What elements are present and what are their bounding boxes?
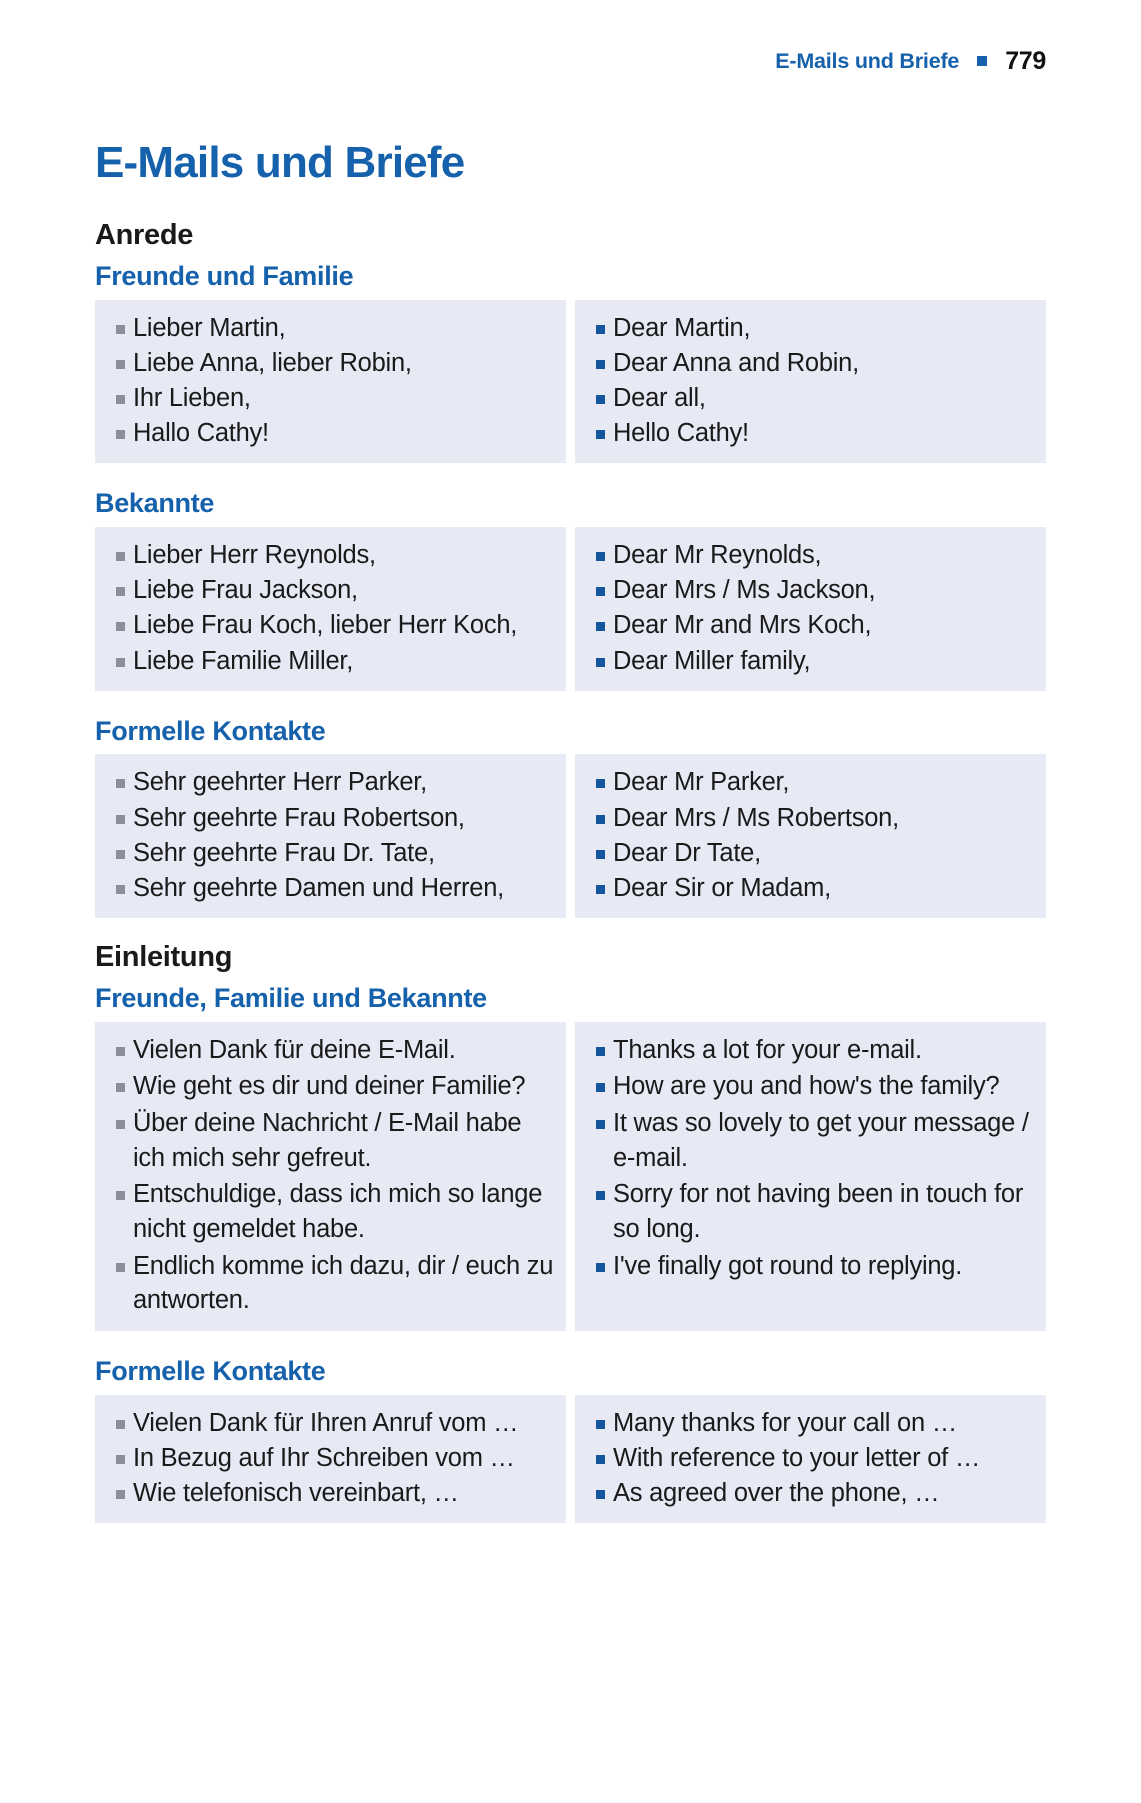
list-item: Vielen Dank für deine E-Mail. <box>105 1033 556 1068</box>
list-item: Dear Mr Parker, <box>585 765 1036 799</box>
list-item: It was so lovely to get your message / e-mail. <box>585 1106 1036 1175</box>
german-phrase-list <box>95 754 566 918</box>
phrase-list <box>105 765 556 905</box>
phrase-list <box>105 1033 556 1318</box>
list-item: Liebe Frau Koch, lieber Herr Koch, <box>105 608 556 642</box>
group-subheading: Bekannte <box>95 488 215 519</box>
section <box>95 220 1046 918</box>
phrase-table <box>95 527 1046 691</box>
english-phrase-list <box>575 527 1046 691</box>
section-heading: Einleitung <box>95 941 233 974</box>
list-item: Dear Miller family, <box>585 644 1036 678</box>
list-item: Lieber Martin, <box>105 311 556 345</box>
german-phrase-list <box>95 300 566 464</box>
phrase-table <box>95 300 1046 464</box>
phrase-list <box>585 1033 1036 1284</box>
list-item: Thanks a lot for your e-mail. <box>585 1033 1036 1068</box>
list-item: Sehr geehrte Damen und Herren, <box>105 871 556 905</box>
list-item: Dear Sir or Madam, <box>585 871 1036 905</box>
running-head <box>775 44 1046 78</box>
english-phrase-list <box>575 300 1046 464</box>
list-item: Dear all, <box>585 381 1036 415</box>
list-item: Dear Mrs / Ms Robertson, <box>585 801 1036 835</box>
phrase-group <box>95 717 1046 918</box>
phrase-list <box>105 311 556 451</box>
english-phrase-list <box>575 1395 1046 1523</box>
list-item: Endlich komme ich dazu, dir / euch zu antworten. <box>105 1249 556 1318</box>
list-item: Ihr Lieben, <box>105 381 556 415</box>
list-item: I've finally got round to replying. <box>585 1249 1036 1284</box>
phrase-table <box>95 1022 1046 1331</box>
phrase-group <box>95 984 1046 1331</box>
phrase-list <box>585 538 1036 678</box>
german-phrase-list <box>95 527 566 691</box>
page-number: 779 <box>1005 46 1046 75</box>
list-item: Sorry for not having been in touch for so long. <box>585 1177 1036 1246</box>
list-item: Vielen Dank für Ihren Anruf vom … <box>105 1406 556 1440</box>
list-item: Dear Mr Reynolds, <box>585 538 1036 572</box>
phrase-group <box>95 1357 1046 1523</box>
group-subheading: Freunde und Familie <box>95 261 354 292</box>
list-item: Many thanks for your call on … <box>585 1406 1036 1440</box>
list-item: Entschuldige, dass ich mich so lange nicht gemeldet habe. <box>105 1177 556 1246</box>
list-item: Wie geht es dir und deiner Familie? <box>105 1069 556 1104</box>
group-subheading: Formelle Kontakte <box>95 715 326 746</box>
list-item: Lieber Herr Reynolds, <box>105 538 556 572</box>
phrase-group <box>95 489 1046 690</box>
list-item: Hallo Cathy! <box>105 416 556 450</box>
list-item: Über deine Nachricht / E-Mail habe ich mich sehr gefreut. <box>105 1106 556 1175</box>
list-item: Dear Mrs / Ms Jackson, <box>585 573 1036 607</box>
list-item: How are you and how's the family? <box>585 1069 1036 1104</box>
square-bullet-icon <box>977 56 987 66</box>
phrase-table <box>95 754 1046 918</box>
phrase-list <box>585 311 1036 451</box>
english-phrase-list <box>575 754 1046 918</box>
section-heading: Anrede <box>95 219 194 252</box>
german-phrase-list <box>95 1022 566 1331</box>
german-phrase-list <box>95 1395 566 1523</box>
sections-container <box>95 220 1046 1523</box>
phrase-list <box>585 1406 1036 1510</box>
phrase-list <box>105 538 556 678</box>
english-phrase-list <box>575 1022 1046 1331</box>
list-item: With reference to your letter of … <box>585 1441 1036 1475</box>
list-item: Hello Cathy! <box>585 416 1036 450</box>
group-subheading: Formelle Kontakte <box>95 1355 326 1386</box>
list-item: In Bezug auf Ihr Schreiben vom … <box>105 1441 556 1475</box>
section <box>95 942 1046 1523</box>
list-item: As agreed over the phone, … <box>585 1476 1036 1510</box>
list-item: Sehr geehrte Frau Robertson, <box>105 801 556 835</box>
phrase-list <box>105 1406 556 1510</box>
list-item: Sehr geehrter Herr Parker, <box>105 765 556 799</box>
running-head-title: E-Mails und Briefe <box>775 48 960 73</box>
page-title: E-Mails und Briefe <box>95 138 465 187</box>
page-content <box>95 140 1046 1523</box>
list-item: Liebe Frau Jackson, <box>105 573 556 607</box>
list-item: Wie telefonisch vereinbart, … <box>105 1476 556 1510</box>
list-item: Sehr geehrte Frau Dr. Tate, <box>105 836 556 870</box>
list-item: Liebe Anna, lieber Robin, <box>105 346 556 380</box>
list-item: Dear Dr Tate, <box>585 836 1036 870</box>
phrase-group <box>95 262 1046 463</box>
phrase-table <box>95 1395 1046 1523</box>
phrase-list <box>585 765 1036 905</box>
list-item: Dear Martin, <box>585 311 1036 345</box>
list-item: Dear Anna and Robin, <box>585 346 1036 380</box>
list-item: Dear Mr and Mrs Koch, <box>585 608 1036 642</box>
list-item: Liebe Familie Miller, <box>105 644 556 678</box>
group-subheading: Freunde, Familie und Bekannte <box>95 982 487 1013</box>
